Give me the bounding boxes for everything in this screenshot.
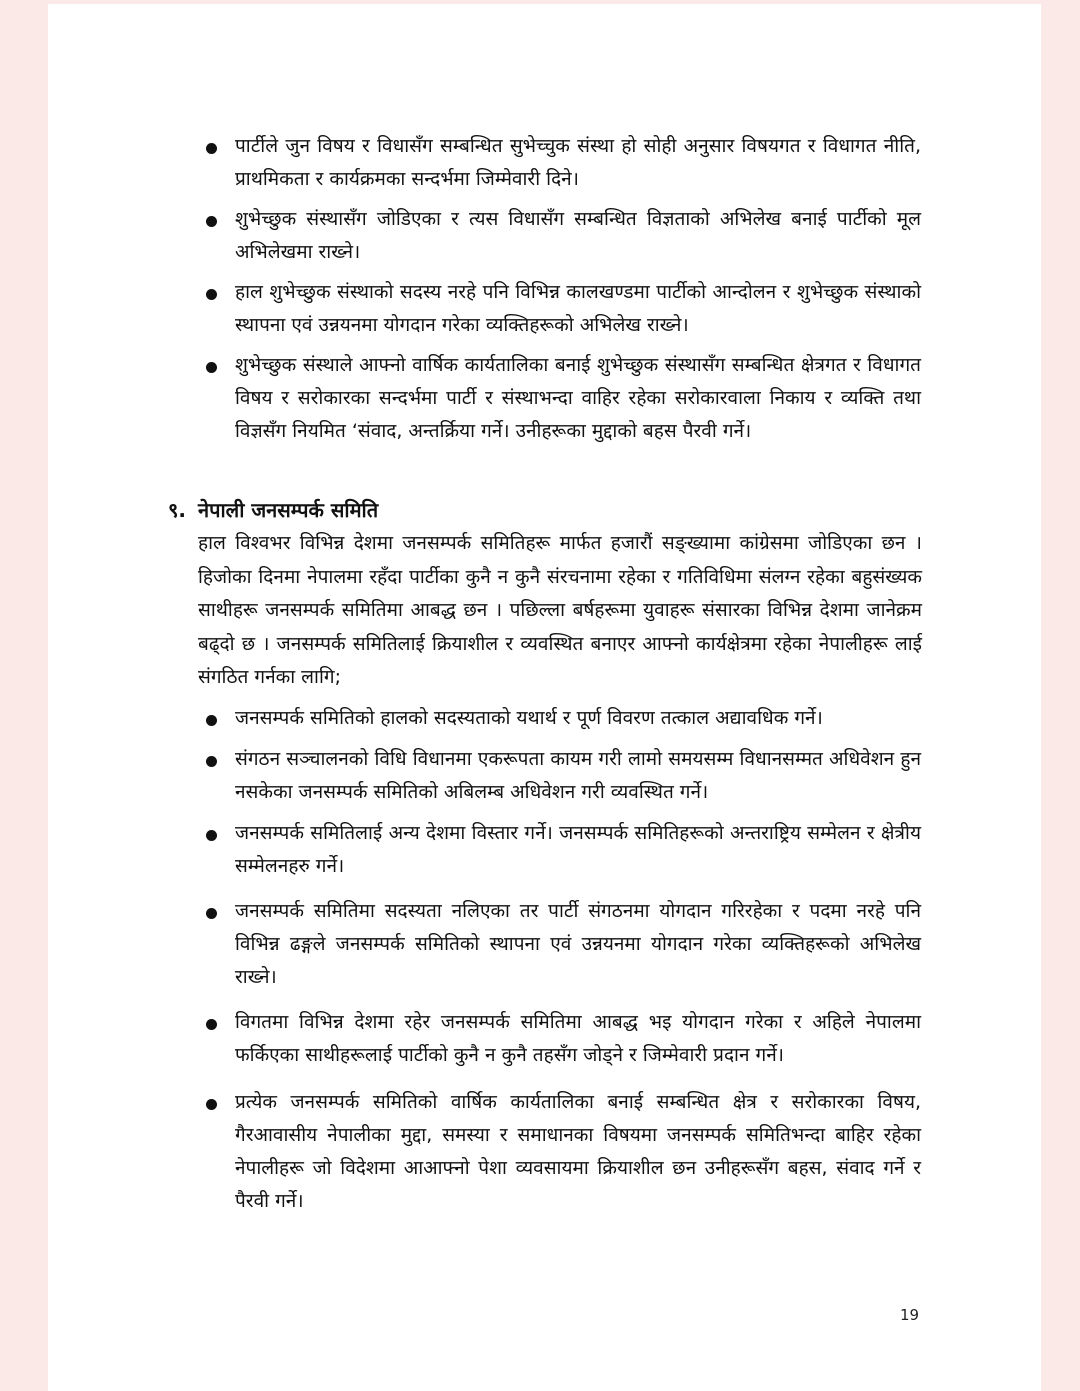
list-item-text: शुभेच्छुक संस्थासँग जोडिएका र त्यस विधासँग सम्बन्धित विज्ञताको अभिलेख बनाई पार्टीको मूल अभिलेखमा राख्ने। [235,208,921,263]
list-item [48,130,921,196]
list-item-text: शुभेच्छुक संस्थाले आफ्नो वार्षिक कार्यतालिका बनाई शुभेच्छुक संस्थासँग सम्बन्धित क्षेत्रगत र विधागत विषय र सरोकारका सन्दर्भमा पार्टी र संस्थाभन्दा वाहिर रहेका सरोकारवाला निकाय र व्यक्ति तथा विज्ञसँग नियमित ‘संवाद, अन्तर्क्रिया गर्ने। उनीहरूका मुद्दाको बहस पैरवी गर्ने। [235,354,921,442]
bullet-dot-icon [206,289,217,300]
bullet-dot-icon [206,830,217,841]
document-page [48,4,1041,1391]
list-item-text: पार्टीले जुन विषय र विधासँग सम्बन्धित सुभेच्चुक संस्था हो सोही अनुसार विषयगत र विधागत नीति, प्राथमिकता र कार्यक्रमका सन्दर्भमा जिम्मेवारी दिने। [235,135,921,190]
list-item [48,276,921,342]
bullet-dot-icon [206,908,217,919]
list-item [48,349,921,448]
page-content [48,4,1041,1391]
bullet-dot-icon [206,1019,217,1030]
list-item [48,743,921,809]
bullet-dot-icon [206,362,217,373]
list-item [48,895,921,994]
bullet-list-shubhechhuk [48,130,921,455]
list-item-text: हाल शुभेच्छुक संस्थाको सदस्य नरहे पनि विभिन्न कालखण्डमा पार्टीको आन्दोलन र शुभेच्छुक संस्थाको स्थापना एवं उन्नयनमा योगदान गरेका व्यक्तिहरूको अभिलेख राख्ने। [235,281,921,336]
section-title: नेपाली जनसम्पर्क समिति [198,498,379,522]
list-item-text: जनसम्पर्क समितिमा सदस्यता नलिएका तर पार्टी संगठनमा योगदान गरिरहेका र पदमा नरहे पनि विभिन्न ढङ्गले जनसम्पर्क समितिको स्थापना एवं उन्नयनमा योगदान गरेका व्यक्तिहरूको अभिलेख राख्ने। [235,900,921,988]
list-item-text: प्रत्येक जनसम्पर्क समितिको वार्षिक कार्यतालिका बनाई सम्बन्धित क्षेत्र र सरोकारका विषय, गैरआवासीय नेपालीका मुद्दा, समस्या र समाधानका विषयमा जनसम्पर्क समितिभन्दा बाहिर रहेका नेपालीहरू जो विदेशमा आआफ्नो पेशा व्यवसायमा क्रियाशील छन उनीहरूसँग बहस, संवाद गर्ने र पैरवी गर्ने। [235,1091,921,1212]
bullet-dot-icon [206,216,217,227]
bullet-dot-icon [206,715,217,726]
section-number: ९. [168,498,186,522]
list-item-text: संगठन सञ्चालनको विधि विधानमा एकरूपता कायम गरी लामो समयसम्म विधानसम्मत अधिवेशन हुन नसकेका जनसम्पर्क समितिको अबिलम्ब अधिवेशन गरी व्यवस्थित गर्ने। [235,748,921,803]
list-item [48,203,921,269]
list-item-text: जनसम्पर्क समितिको हालको सदस्यताको यथार्थ र पूर्ण विवरण तत्काल अद्यावधिक गर्ने। [235,707,823,729]
list-item-text: जनसम्पर्क समितिलाई अन्य देशमा विस्तार गर्ने। जनसम्पर्क समितिहरूको अन्तराष्ट्रिय सम्मेलन र क्षेत्रीय सम्मेलनहरु गर्ने। [235,822,921,877]
bullet-list-janasampark [48,702,921,1226]
list-item [48,1006,921,1072]
bullet-dot-icon [206,1099,217,1110]
bullet-dot-icon [206,756,217,767]
page-number: 19 [900,1306,920,1324]
section-paragraph: हाल विश्वभर विभिन्न देशमा जनसम्पर्क समितिहरू मार्फत हजारौं सङ्ख्यामा कांग्रेसमा जोडिएका छन । हिजोका दिनमा नेपालमा रहँदा पार्टीका कुनै न कुनै संरचनामा रहेका र गतिविधिमा संलग्न रहेका बहुसंख्यक साथीहरू जनसम्पर्क समितिमा आबद्ध छन । पछिल्ला बर्षहरूमा युवाहरू संसारका विभिन्न देशमा जानेक्रम बढ्दो छ । जनसम्पर्क समितिलाई क्रियाशील र व्यवस्थित बनाएर आफ्नो कार्यक्षेत्रमा रहेका नेपालीहरू लाई संगठित गर्नका लागि; [198,532,922,688]
bullet-dot-icon [206,143,217,154]
list-item [48,817,921,883]
section-heading [168,494,378,526]
list-item-text: विगतमा विभिन्न देशमा रहेर जनसम्पर्क समितिमा आबद्ध भइ योगदान गरेका र अहिले नेपालमा फर्किएका साथीहरूलाई पार्टीको कुनै न कुनै तहसँग जोड्ने र जिम्मेवारी प्रदान गर्ने। [235,1011,921,1066]
list-item [48,1086,921,1218]
list-item [48,702,921,735]
